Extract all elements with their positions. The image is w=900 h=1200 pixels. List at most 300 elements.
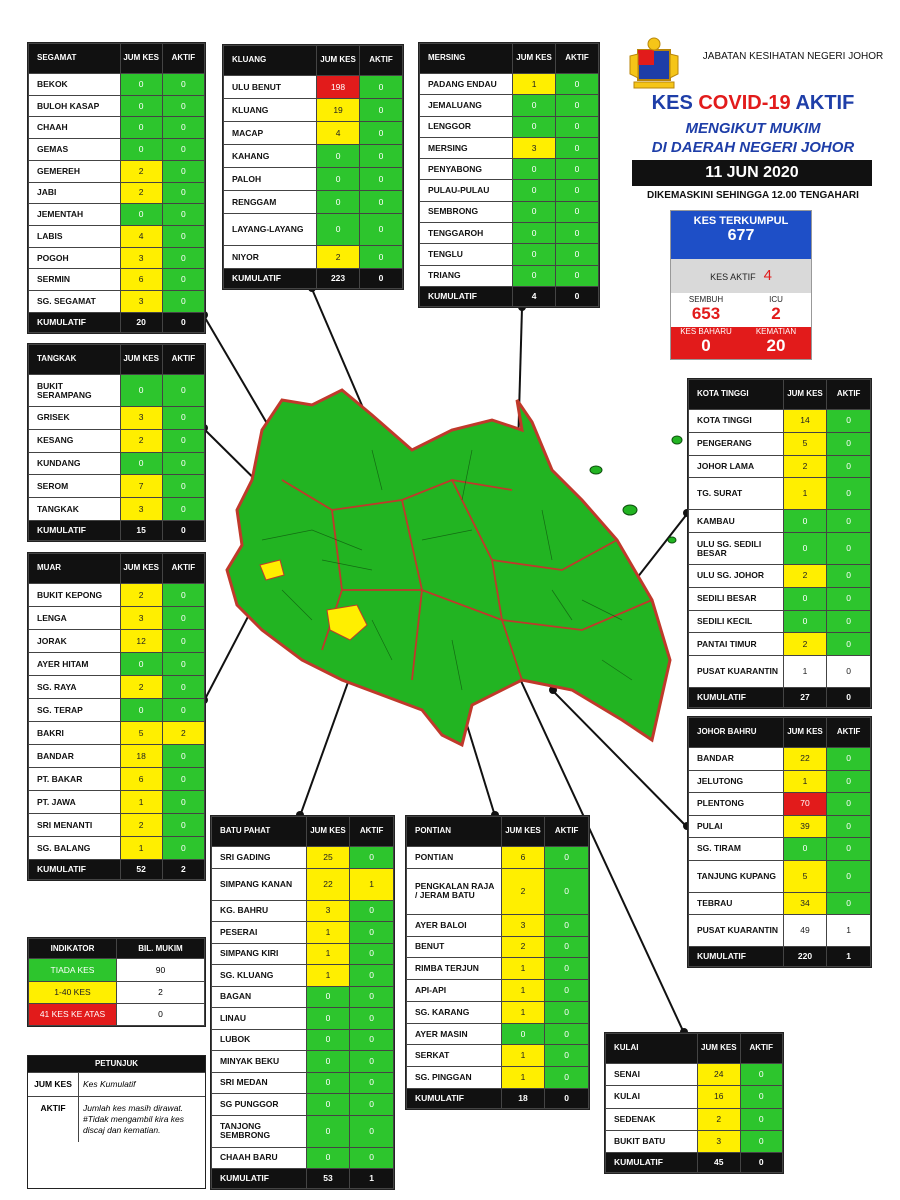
legend-yellow-label: 1-40 KES (29, 981, 117, 1003)
mukim-name: ULU SG. JOHOR (689, 565, 784, 588)
mukim-name: PADANG ENDAU (420, 74, 513, 95)
table-row (29, 653, 205, 676)
mukim-name: SG. TIRAM (689, 838, 784, 861)
cumulative-cases: 0 (120, 74, 162, 96)
mukim-name: PULAU-PULAU (420, 180, 513, 201)
cumulative-cases: 0 (783, 838, 827, 861)
mukim-name: JORAK (29, 630, 121, 653)
mukim-name: BUKIT SERAMPANG (29, 375, 121, 407)
cumulative-cases: 22 (783, 748, 827, 771)
district-table-kota-tinggi (687, 378, 872, 709)
mukim-name: PUSAT KUARANTIN (689, 915, 784, 947)
active-cases: 0 (162, 676, 204, 699)
col-aktif: AKTIF (545, 817, 589, 847)
table-row (212, 868, 394, 900)
mukim-name: TANJUNG KUPANG (689, 860, 784, 892)
table-row (689, 793, 871, 816)
cumulative-cases: 24 (698, 1064, 740, 1086)
mukim-name: BENUT (407, 936, 502, 958)
cumulative-cases: 0 (120, 452, 162, 475)
active-cases: 2 (162, 722, 204, 745)
district-table-tangkak (27, 343, 206, 542)
active-cases: 0 (162, 269, 204, 291)
cumulative-cases: 1 (501, 1067, 545, 1089)
active-cases: 0 (827, 860, 871, 892)
mukim-name: PESERAI (212, 922, 307, 944)
table-row (606, 1130, 783, 1152)
report-date: 11 JUN 2020 (632, 160, 872, 186)
table-row (212, 1029, 394, 1051)
icu-cases: ICU 2 (769, 295, 783, 323)
district-name: SEGAMAT (29, 44, 121, 74)
table-row (29, 475, 205, 498)
total-row (689, 688, 871, 708)
table-row (689, 748, 871, 771)
mukim-name: SERMIN (29, 269, 121, 291)
table-row (29, 676, 205, 699)
cumulative-cases: 3 (513, 137, 556, 158)
col-jum-kes: JUM KES (501, 817, 545, 847)
total-label: KUMULATIF (407, 1089, 502, 1109)
total-active: 0 (556, 287, 599, 307)
table-row (29, 837, 205, 860)
legend-col-count: BIL. MUKIM (117, 939, 205, 959)
cumulative-cases: 0 (306, 1072, 350, 1094)
table-row (29, 745, 205, 768)
active-cases: 0 (740, 1130, 782, 1152)
active-cases: 1 (350, 868, 394, 900)
table-row (212, 986, 394, 1008)
mukim-name: BUKIT BATU (606, 1130, 698, 1152)
mukim-name: NIYOR (224, 246, 317, 269)
cumulative-cases: KES TERKUMPUL 677 (671, 211, 811, 259)
total-label: KUMULATIF (689, 947, 784, 967)
active-cases: 0 (827, 565, 871, 588)
cumulative-cases: 0 (501, 1023, 545, 1045)
col-jum-kes: JUM KES (783, 380, 827, 410)
active-cases: 0 (350, 847, 394, 869)
cumulative-cases: 0 (306, 1115, 350, 1147)
mukim-name: KLUANG (224, 99, 317, 122)
mukim-name: TG. SURAT (689, 478, 784, 510)
total-cases: 53 (306, 1169, 350, 1189)
active-cases: 0 (827, 587, 871, 610)
active-cases: 0 (162, 95, 204, 117)
mukim-name: JEMALUANG (420, 95, 513, 116)
mukim-name: TEBRAU (689, 892, 784, 915)
district-name: TANGKAK (29, 345, 121, 375)
col-jum-kes: JUM KES (698, 1034, 740, 1064)
district-table-muar (27, 552, 206, 881)
table-row (689, 410, 871, 433)
agency-name: JABATAN KESIHATAN NEGERI JOHOR (702, 51, 884, 62)
mukim-name: BULOH KASAP (29, 95, 121, 117)
cumulative-cases: 0 (513, 265, 556, 286)
table-row (29, 584, 205, 607)
active-cases: 0 (360, 145, 403, 168)
table-row (212, 1008, 394, 1030)
active-cases: 0 (350, 1115, 394, 1147)
mukim-name: SERKAT (407, 1045, 502, 1067)
active-cases: 0 (827, 793, 871, 816)
table-row (29, 291, 205, 313)
active-cases: 0 (162, 429, 204, 452)
island (672, 436, 682, 444)
active-cases: 0 (162, 375, 204, 407)
active-cases: 0 (350, 1008, 394, 1030)
mukim-name: MACAP (224, 122, 317, 145)
active-cases: 0 (827, 633, 871, 656)
cumulative-cases: 0 (513, 180, 556, 201)
cumulative-cases: 1 (783, 770, 827, 793)
cumulative-cases: 1 (501, 1001, 545, 1023)
table-row (420, 95, 599, 116)
active-cases: 0 (162, 226, 204, 248)
update-note: DIKEMASKINI SEHINGGA 12.00 TENGAHARI (647, 190, 859, 201)
cumulative-cases: 7 (120, 475, 162, 498)
active-cases: 0 (556, 244, 599, 265)
active-cases: 0 (827, 815, 871, 838)
col-jum-kes: JUM KES (513, 44, 556, 74)
active-cases: 1 (827, 915, 871, 947)
total-row (212, 1169, 394, 1189)
johor-map (222, 360, 692, 760)
cumulative-cases: 0 (120, 375, 162, 407)
table-row (212, 847, 394, 869)
total-label: KUMULATIF (224, 269, 317, 289)
active-cases: 0 (360, 168, 403, 191)
mukim-name: TRIANG (420, 265, 513, 286)
cumulative-cases: 2 (501, 936, 545, 958)
active-cases: 0 (556, 116, 599, 137)
mukim-name: SEROM (29, 475, 121, 498)
district-name: KULAI (606, 1034, 698, 1064)
table-row (29, 117, 205, 139)
table-row (224, 168, 403, 191)
district-name: MERSING (420, 44, 513, 74)
cumulative-cases: 3 (501, 914, 545, 936)
island (623, 505, 637, 515)
mukim-name: PONTIAN (407, 847, 502, 869)
mukim-name: LUBOK (212, 1029, 307, 1051)
guide-panel (27, 1055, 206, 1189)
active-cases: 0 (162, 160, 204, 182)
mukim-name: SRI MENANTI (29, 814, 121, 837)
legend-col-indicator: INDIKATOR (29, 939, 117, 959)
active-cases: 0 (162, 182, 204, 204)
summary-panel (670, 210, 812, 360)
table-row (407, 914, 589, 936)
col-aktif: AKTIF (350, 817, 394, 847)
district-table-mersing (418, 42, 600, 308)
legend-green-value: 90 (117, 959, 205, 981)
cumulative-cases: 1 (513, 74, 556, 95)
cumulative-cases: 0 (513, 116, 556, 137)
table-row (224, 99, 403, 122)
table-row (407, 1023, 589, 1045)
active-cases: 0 (350, 900, 394, 922)
active-cases: 0 (740, 1064, 782, 1086)
active-cases: 0 (360, 246, 403, 269)
table-row (224, 246, 403, 269)
mukim-name: SG. TERAP (29, 699, 121, 722)
cumulative-cases: 2 (120, 160, 162, 182)
active-cases: 0 (162, 74, 204, 96)
mukim-name: PANTAI TIMUR (689, 633, 784, 656)
mukim-name: SG. BALANG (29, 837, 121, 860)
cumulative-cases: 2 (120, 182, 162, 204)
legend-yellow-value: 2 (117, 981, 205, 1003)
col-aktif: AKTIF (360, 46, 403, 76)
active-cases: 0 (162, 407, 204, 430)
cumulative-cases: 16 (698, 1086, 740, 1108)
table-row (212, 1094, 394, 1116)
col-jum-kes: JUM KES (306, 817, 350, 847)
table-row (29, 74, 205, 96)
table-row (29, 722, 205, 745)
mukim-name: TANJONG SEMBRONG (212, 1115, 307, 1147)
active-cases: 0 (827, 770, 871, 793)
table-row (420, 244, 599, 265)
total-cases: 4 (513, 287, 556, 307)
total-active: 0 (162, 313, 204, 333)
table-row (606, 1108, 783, 1130)
cumulative-cases: 0 (513, 201, 556, 222)
mukim-name: SRI GADING (212, 847, 307, 869)
mukim-name: TANGKAK (29, 498, 121, 521)
active-cases: 0 (360, 214, 403, 246)
guide-row: JUM KES Kes Kumulatif (28, 1072, 205, 1096)
total-label: KUMULATIF (606, 1153, 698, 1173)
total-row (420, 287, 599, 307)
table-row (420, 180, 599, 201)
active-cases: 0 (545, 1023, 589, 1045)
cumulative-cases: 34 (783, 892, 827, 915)
cumulative-cases: 0 (317, 168, 360, 191)
table-row (689, 892, 871, 915)
total-active: 0 (740, 1153, 782, 1173)
district-name: KLUANG (224, 46, 317, 76)
total-row (29, 313, 205, 333)
island (590, 466, 602, 474)
table-row (420, 137, 599, 158)
active-cases: 0 (545, 847, 589, 869)
mukim-name: SIMPANG KANAN (212, 868, 307, 900)
cumulative-cases: 2 (120, 584, 162, 607)
cumulative-cases: 1 (120, 837, 162, 860)
active-cases: 0 (827, 892, 871, 915)
total-row (689, 947, 871, 967)
cumulative-cases: 0 (306, 1029, 350, 1051)
cumulative-cases: 3 (120, 607, 162, 630)
total-row (29, 860, 205, 880)
active-cases: 0 (545, 958, 589, 980)
mukim-name: BUKIT KEPONG (29, 584, 121, 607)
active-cases: 0 (360, 191, 403, 214)
table-row (407, 1001, 589, 1023)
cumulative-cases: 2 (317, 246, 360, 269)
active-cases: 0 (350, 1029, 394, 1051)
johor-state-shape (227, 390, 670, 745)
cumulative-cases: 1 (783, 656, 827, 688)
main-title: KES COVID-19 AKTIF (651, 92, 855, 114)
cumulative-cases: 1 (501, 1045, 545, 1067)
total-cases: 52 (120, 860, 162, 880)
table-row (420, 74, 599, 95)
cumulative-cases: 0 (120, 653, 162, 676)
mukim-name: AYER MASIN (407, 1023, 502, 1045)
district-table-batu-pahat (210, 815, 395, 1190)
district-table-pontian (405, 815, 590, 1110)
cumulative-cases: 0 (120, 204, 162, 226)
total-active: 1 (350, 1169, 394, 1189)
table-row (29, 791, 205, 814)
mukim-name: BANDAR (689, 748, 784, 771)
mukim-name: SG. PINGGAN (407, 1067, 502, 1089)
active-cases: 0 (827, 410, 871, 433)
cumulative-cases: 25 (306, 847, 350, 869)
cumulative-cases: 3 (120, 291, 162, 313)
col-aktif: AKTIF (162, 554, 204, 584)
mukim-name: KOTA TINGGI (689, 410, 784, 433)
cumulative-cases: 0 (513, 244, 556, 265)
active-cases: 0 (545, 1045, 589, 1067)
col-jum-kes: JUM KES (120, 44, 162, 74)
cumulative-cases: 0 (317, 214, 360, 246)
cumulative-cases: 5 (783, 860, 827, 892)
cumulative-cases: 18 (120, 745, 162, 768)
active-cases: 0 (827, 432, 871, 455)
cumulative-cases: 0 (306, 1094, 350, 1116)
mukim-name: PLENTONG (689, 793, 784, 816)
table-row (29, 498, 205, 521)
mukim-name: ULU BENUT (224, 76, 317, 99)
cumulative-cases: 19 (317, 99, 360, 122)
cumulative-cases: 1 (306, 965, 350, 987)
mukim-name: PT. JAWA (29, 791, 121, 814)
active-cases: 0 (545, 1067, 589, 1089)
table-row (212, 1115, 394, 1147)
mukim-name: JOHOR LAMA (689, 455, 784, 478)
mukim-name: MINYAK BEKU (212, 1051, 307, 1073)
mukim-name: SEDENAK (606, 1108, 698, 1130)
col-jum-kes: JUM KES (120, 345, 162, 375)
cumulative-cases: 0 (513, 223, 556, 244)
mukim-name: KESANG (29, 429, 121, 452)
active-cases: 0 (556, 137, 599, 158)
cumulative-cases: 1 (783, 478, 827, 510)
active-cases: 0 (740, 1086, 782, 1108)
total-label: KUMULATIF (29, 860, 121, 880)
table-row (420, 116, 599, 137)
table-row (689, 838, 871, 861)
mukim-name: LENGA (29, 607, 121, 630)
cumulative-cases: 0 (120, 95, 162, 117)
district-table-kulai (604, 1032, 784, 1174)
table-row (29, 182, 205, 204)
active-cases: 0 (556, 201, 599, 222)
table-row (407, 847, 589, 869)
table-row (212, 943, 394, 965)
mukim-name: LENGGOR (420, 116, 513, 137)
total-label: KUMULATIF (689, 688, 784, 708)
cumulative-cases: 2 (698, 1108, 740, 1130)
guide-title: PETUNJUK (28, 1056, 205, 1072)
table-row (407, 1045, 589, 1067)
total-cases: 20 (120, 313, 162, 333)
mukim-name: BAKRI (29, 722, 121, 745)
active-cases: 0 (556, 95, 599, 116)
cumulative-cases: 1 (501, 980, 545, 1002)
cumulative-cases: 1 (306, 943, 350, 965)
table-row (689, 478, 871, 510)
total-cases: 18 (501, 1089, 545, 1109)
mukim-name: TENGLU (420, 244, 513, 265)
cumulative-cases: 6 (501, 847, 545, 869)
table-row (212, 965, 394, 987)
legend-green-label: TIADA KES (29, 959, 117, 981)
cumulative-cases: 0 (513, 159, 556, 180)
active-cases: 0 (162, 452, 204, 475)
active-cases: 0 (162, 630, 204, 653)
cumulative-cases: 198 (317, 76, 360, 99)
table-row (29, 139, 205, 161)
table-row (689, 510, 871, 533)
table-row (606, 1064, 783, 1086)
mukim-name: SG. KLUANG (212, 965, 307, 987)
cumulative-cases: 0 (306, 1008, 350, 1030)
district-name: BATU PAHAT (212, 817, 307, 847)
total-active: 0 (360, 269, 403, 289)
table-row (212, 1072, 394, 1094)
total-cases: 220 (783, 947, 827, 967)
active-cases: 0 (740, 1108, 782, 1130)
col-aktif: AKTIF (740, 1034, 782, 1064)
mukim-name: KAHANG (224, 145, 317, 168)
total-active: 1 (827, 947, 871, 967)
table-row (29, 375, 205, 407)
total-row (29, 521, 205, 541)
cumulative-cases: 2 (783, 633, 827, 656)
cumulative-cases: 0 (120, 139, 162, 161)
mukim-name: PULAI (689, 815, 784, 838)
cumulative-cases: 2 (120, 814, 162, 837)
active-cases: 0 (162, 607, 204, 630)
table-row (224, 191, 403, 214)
mukim-name: CHAAH BARU (212, 1147, 307, 1169)
table-row (420, 223, 599, 244)
col-aktif: AKTIF (827, 380, 871, 410)
active-cases: 0 (827, 656, 871, 688)
active-cases: 0 (350, 943, 394, 965)
table-row (689, 455, 871, 478)
cumulative-cases: 4 (120, 226, 162, 248)
table-row (407, 1067, 589, 1089)
table-row (29, 160, 205, 182)
total-label: KUMULATIF (420, 287, 513, 307)
table-row (407, 958, 589, 980)
cumulative-cases: 0 (120, 117, 162, 139)
table-row (420, 159, 599, 180)
col-jum-kes: JUM KES (317, 46, 360, 76)
mukim-name: KULAI (606, 1086, 698, 1108)
table-row (29, 95, 205, 117)
mukim-name: GEMEREH (29, 160, 121, 182)
subtitle: MENGIKUT MUKIM DI DAERAH NEGERI JOHOR (651, 120, 855, 156)
cumulative-cases: 70 (783, 793, 827, 816)
active-cases: 0 (556, 265, 599, 286)
table-row (29, 699, 205, 722)
